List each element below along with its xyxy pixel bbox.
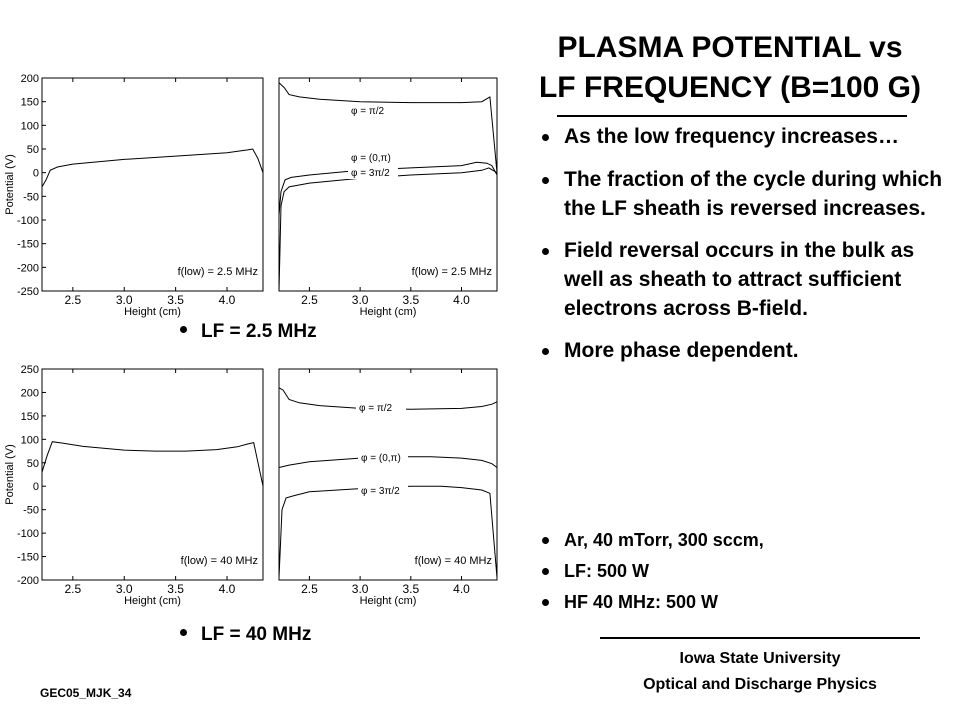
bullet-dot-icon: [542, 134, 549, 141]
y-tick-label: 100: [20, 434, 39, 447]
x-tick-label: 4.0: [453, 582, 470, 596]
series-line-1: [42, 149, 263, 187]
x-tick-label: 3.0: [115, 582, 133, 596]
affiliation-line-2: Optical and Discharge Physics: [643, 676, 877, 693]
chart-panel-1: [4, 73, 263, 318]
y-tick-label: -150: [16, 238, 39, 251]
bullet-dot-icon: [180, 629, 187, 636]
y-axis-label: Potential (V): [4, 154, 16, 215]
condition-item: [538, 529, 948, 551]
bullet-dot-icon: [180, 326, 187, 333]
y-tick-label: 150: [20, 96, 39, 109]
bullet-text: More phase dependent.: [564, 339, 799, 362]
y-tick-label: -50: [23, 191, 39, 204]
conditions-list: [538, 529, 948, 622]
bullet-dot-icon: [542, 599, 549, 606]
title-underline: [557, 115, 907, 117]
bullet-item: [538, 336, 948, 365]
series-line-1: [42, 442, 263, 487]
x-tick-label: 4.0: [453, 293, 470, 307]
x-tick-label: 2.5: [301, 582, 318, 596]
series-label: φ = (0,π): [361, 453, 401, 464]
x-tick-label: 2.5: [301, 293, 318, 307]
plot-frame: [42, 78, 263, 291]
x-axis-label: Height (cm): [359, 595, 417, 607]
x-tick-label: 3.5: [167, 293, 184, 307]
x-axis-label: Height (cm): [124, 306, 181, 318]
panel-annotation: f(low) = 40 MHz: [414, 555, 492, 567]
condition-text: LF: 500 W: [564, 561, 650, 581]
bullet-dot-icon: [542, 348, 549, 355]
bullet-dot-icon: [542, 248, 549, 255]
x-tick-label: 3.5: [167, 582, 184, 596]
x-tick-label: 2.5: [64, 582, 82, 596]
x-tick-label: 3.0: [351, 293, 369, 307]
x-tick-label: 2.5: [64, 293, 82, 307]
chart-panel-4: [279, 369, 497, 607]
title-line-1: PLASMA POTENTIAL vs: [557, 31, 903, 64]
y-tick-label: 250: [20, 364, 39, 376]
series-label: φ = 3π/2: [361, 486, 400, 497]
y-tick-label: 200: [20, 387, 39, 400]
bullet-dot-icon: [542, 568, 549, 575]
series-label: φ = (0,π): [351, 153, 391, 164]
x-tick-label: 4.0: [218, 293, 236, 307]
y-tick-label: 0: [32, 167, 39, 180]
y-tick-label: 150: [20, 410, 39, 423]
caption-bottom: [180, 624, 311, 646]
y-tick-label: -250: [16, 286, 39, 298]
title-line-2: LF FREQUENCY (B=100 G): [538, 71, 922, 104]
x-tick-label: 3.5: [402, 582, 420, 596]
y-tick-label: 100: [20, 120, 39, 133]
bullet-item: [538, 236, 948, 323]
y-tick-label: -150: [16, 551, 39, 564]
y-tick-label: -200: [16, 262, 39, 275]
slide-id: GEC05_MJK_34: [40, 686, 132, 700]
y-tick-label: 50: [26, 457, 39, 470]
x-axis-label: Height (cm): [359, 306, 417, 318]
x-tick-label: 3.5: [402, 293, 420, 307]
bullet-text: The fraction of the cycle during which the LF sheath is reversed increases.: [564, 168, 943, 220]
caption-bottom-text: LF = 40 MHz: [201, 624, 312, 645]
chart-panel-2: [279, 78, 497, 318]
bullet-item: [538, 165, 948, 223]
slide-title: [505, 28, 955, 108]
plot-frame: [279, 369, 497, 580]
chart-panel-3: [4, 364, 263, 607]
condition-text: Ar, 40 mTorr, 300 sccm,: [564, 530, 764, 550]
footer-rule: [600, 637, 920, 639]
series-label: φ = 3π/2: [351, 168, 390, 179]
bullet-list: [538, 122, 948, 365]
panel-annotation: f(low) = 2.5 MHz: [177, 266, 258, 278]
y-axis-label: Potential (V): [4, 444, 16, 505]
bullet-dot-icon: [542, 177, 549, 184]
y-tick-label: -100: [16, 215, 39, 227]
series-label: φ = π/2: [351, 106, 385, 117]
condition-item: [538, 560, 948, 582]
plot-frame: [42, 369, 263, 580]
bullet-text: Field reversal occurs in the bulk as well as sheath to attract sufficient electrons across B-field.: [564, 239, 915, 320]
x-tick-label: 4.0: [218, 582, 236, 596]
y-tick-label: -200: [16, 575, 39, 587]
condition-item: [538, 591, 948, 613]
y-tick-label: 50: [26, 144, 39, 156]
condition-text: HF 40 MHz: 500 W: [564, 592, 719, 612]
affiliation: [600, 646, 920, 698]
x-axis-label: Height (cm): [124, 595, 181, 607]
bullet-dot-icon: [542, 537, 549, 544]
y-tick-label: -50: [23, 504, 39, 517]
panel-annotation: f(low) = 40 MHz: [180, 555, 258, 567]
panel-annotation: f(low) = 2.5 MHz: [411, 266, 492, 278]
bullet-text: As the low frequency increases…: [564, 125, 899, 148]
series-label: φ = π/2: [359, 403, 393, 414]
caption-top: [180, 321, 317, 343]
affiliation-line-1: Iowa State University: [679, 650, 841, 667]
x-tick-label: 3.0: [115, 293, 133, 307]
y-tick-label: -100: [16, 528, 39, 541]
y-tick-label: 0: [32, 481, 39, 494]
bullet-item: [538, 122, 948, 151]
y-tick-label: 200: [20, 73, 39, 85]
caption-top-text: LF = 2.5 MHz: [201, 321, 317, 342]
x-tick-label: 3.0: [351, 582, 369, 596]
